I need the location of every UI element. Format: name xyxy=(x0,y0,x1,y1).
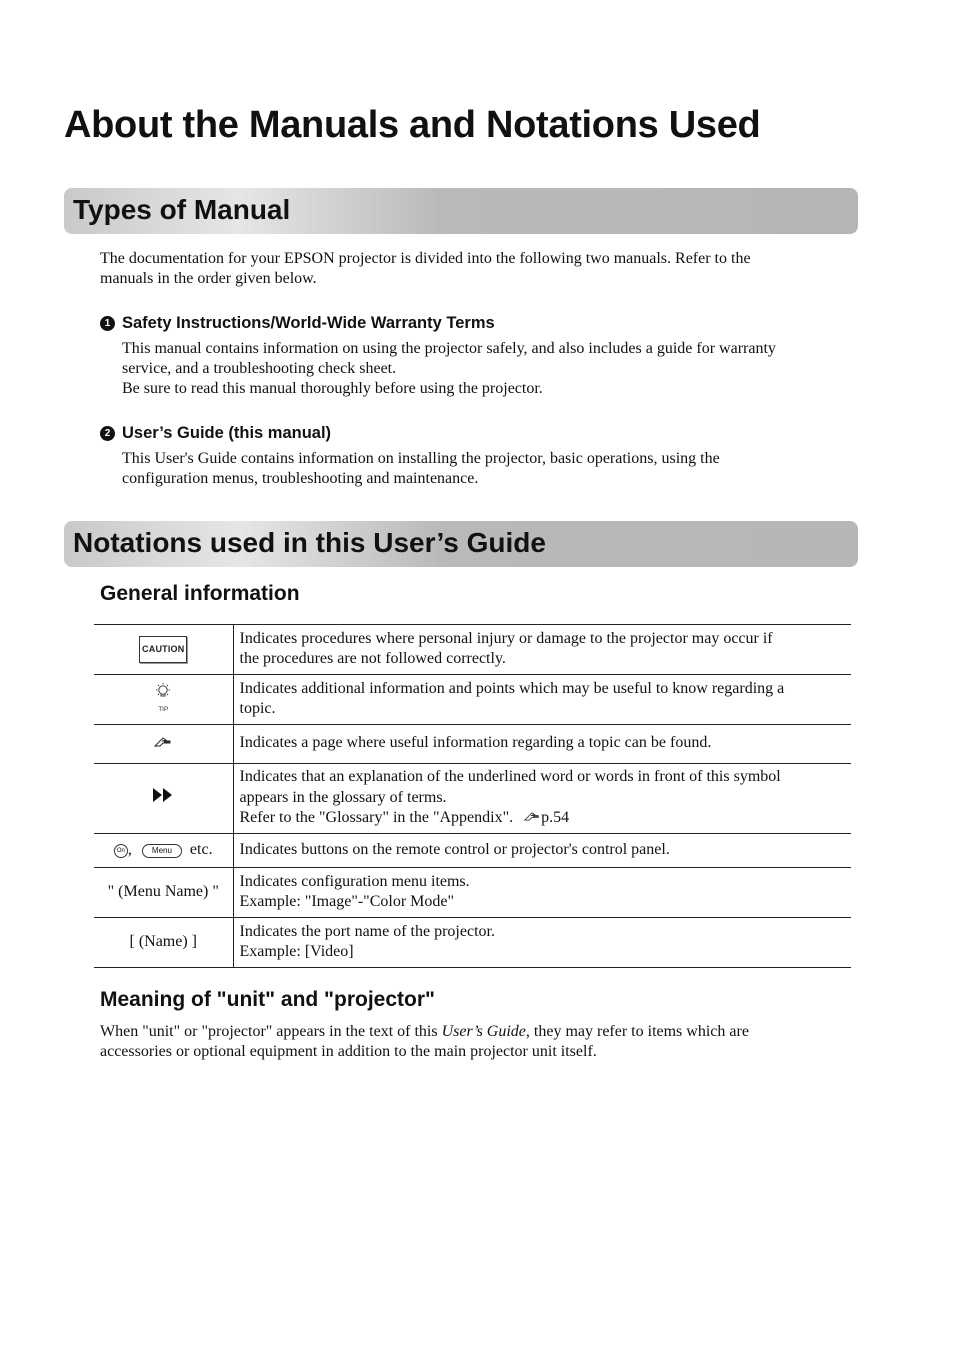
description-cell xyxy=(233,834,851,868)
description-line: Indicates that an explanation of the underlined word or words in front of this symbol xyxy=(239,768,781,786)
users-guide-italic: User’s Guide xyxy=(441,1023,526,1040)
section-header-types-of-manual xyxy=(64,188,858,234)
description-line: appears in the glossary of terms. xyxy=(239,788,447,806)
symbol-cell: " (Menu Name) " xyxy=(94,868,233,918)
reference-text: Refer to the "Glossary" in the "Appendix". xyxy=(239,809,514,827)
meaning-text: , they may refer to items which are xyxy=(525,1023,749,1040)
etc-text: etc. xyxy=(189,841,213,859)
description-cell xyxy=(233,764,851,834)
table-row xyxy=(94,675,851,725)
description-line: service, and a troubleshooting check sheet. xyxy=(122,360,397,377)
description-line: configuration menus, troubleshooting and maintenance. xyxy=(122,470,479,487)
meaning-paragraph xyxy=(100,1022,749,1062)
page-reference-link[interactable]: p.54 xyxy=(541,809,570,827)
description-cell xyxy=(233,675,851,725)
manual-heading-text: User’s Guide (this manual) xyxy=(122,424,332,442)
meaning-line-1 xyxy=(100,1022,749,1042)
page-reference-icon xyxy=(153,736,173,748)
description-cell xyxy=(233,725,851,764)
table-row xyxy=(94,725,851,764)
meaning-text: When "unit" or "projector" appears in the text of this xyxy=(100,1023,442,1040)
manual-description-users-guide xyxy=(122,449,720,489)
description-line: Indicates the port name of the projector. xyxy=(239,922,495,940)
description-cell xyxy=(233,918,851,968)
description-line: topic. xyxy=(239,700,276,717)
description-line: Indicates additional information and points which may be useful to know regarding a xyxy=(239,679,785,697)
table-row xyxy=(94,625,851,675)
tip-lightbulb-icon xyxy=(150,682,176,713)
table-row xyxy=(94,918,851,968)
manual-heading-safety xyxy=(100,314,495,333)
description-line: This manual contains information on using the projector safely, and also includes a guide for warranty xyxy=(122,340,776,357)
types-intro-line-1: The documentation for your EPSON projector is divided into the following two manuals. Refer to the xyxy=(100,250,751,267)
power-button-icon: On xyxy=(114,844,128,858)
description-cell xyxy=(233,625,851,675)
meaning-line-2: accessories or optional equipment in addition to the main projector unit itself. xyxy=(100,1043,597,1060)
glossary-arrow-icon xyxy=(152,787,174,803)
symbol-cell xyxy=(94,725,233,764)
page-title: About the Manuals and Notations Used xyxy=(64,104,761,146)
tip-label: TIP xyxy=(158,705,169,713)
types-intro-line-2: manuals in the order given below. xyxy=(100,270,317,287)
symbol-cell xyxy=(94,625,233,675)
symbol-cell xyxy=(94,764,233,834)
number-1-icon: 1 xyxy=(100,316,115,331)
description-line: Be sure to read this manual thoroughly before using the projector. xyxy=(122,380,543,397)
description-cell xyxy=(233,868,851,918)
page-reference-icon xyxy=(523,808,541,829)
notations-table xyxy=(94,624,851,968)
description-line: the procedures are not followed correctly. xyxy=(239,650,506,667)
types-intro xyxy=(100,249,751,289)
glossary-reference-line xyxy=(240,808,844,829)
description-line: Indicates configuration menu items. xyxy=(239,872,470,890)
menu-button-icon: Menu xyxy=(142,844,182,858)
table-row xyxy=(94,764,851,834)
description-line: Indicates procedures where personal injury or damage to the projector may occur if xyxy=(239,629,773,647)
symbol-cell xyxy=(94,675,233,725)
description-line: Indicates a page where useful information regarding a topic can be found. xyxy=(239,734,712,752)
meaning-heading: Meaning of "unit" and "projector" xyxy=(100,988,435,1011)
description-line: This User's Guide contains information on installing the projector, basic operations, using the xyxy=(122,450,720,467)
description-line: Example: "Image"-"Color Mode" xyxy=(239,893,455,910)
section-title: Types of Manual xyxy=(73,194,291,225)
manual-heading-users-guide xyxy=(100,424,331,443)
caution-icon: CAUTION xyxy=(139,636,187,663)
symbol-cell xyxy=(94,834,233,868)
manual-description-safety xyxy=(122,339,776,399)
table-row xyxy=(94,868,851,918)
symbol-cell: [ (Name) ] xyxy=(94,918,233,968)
number-2-icon: 2 xyxy=(100,426,115,441)
description-line: Example: [Video] xyxy=(239,943,354,960)
description-line: Indicates buttons on the remote control or projector's control panel. xyxy=(239,840,670,858)
general-information-heading: General information xyxy=(100,582,300,605)
section-header-notations xyxy=(64,521,858,567)
table-row xyxy=(94,834,851,868)
separator: , xyxy=(127,841,132,859)
section-title: Notations used in this User’s Guide xyxy=(73,527,546,558)
manual-heading-text: Safety Instructions/World-Wide Warranty Terms xyxy=(122,314,495,332)
